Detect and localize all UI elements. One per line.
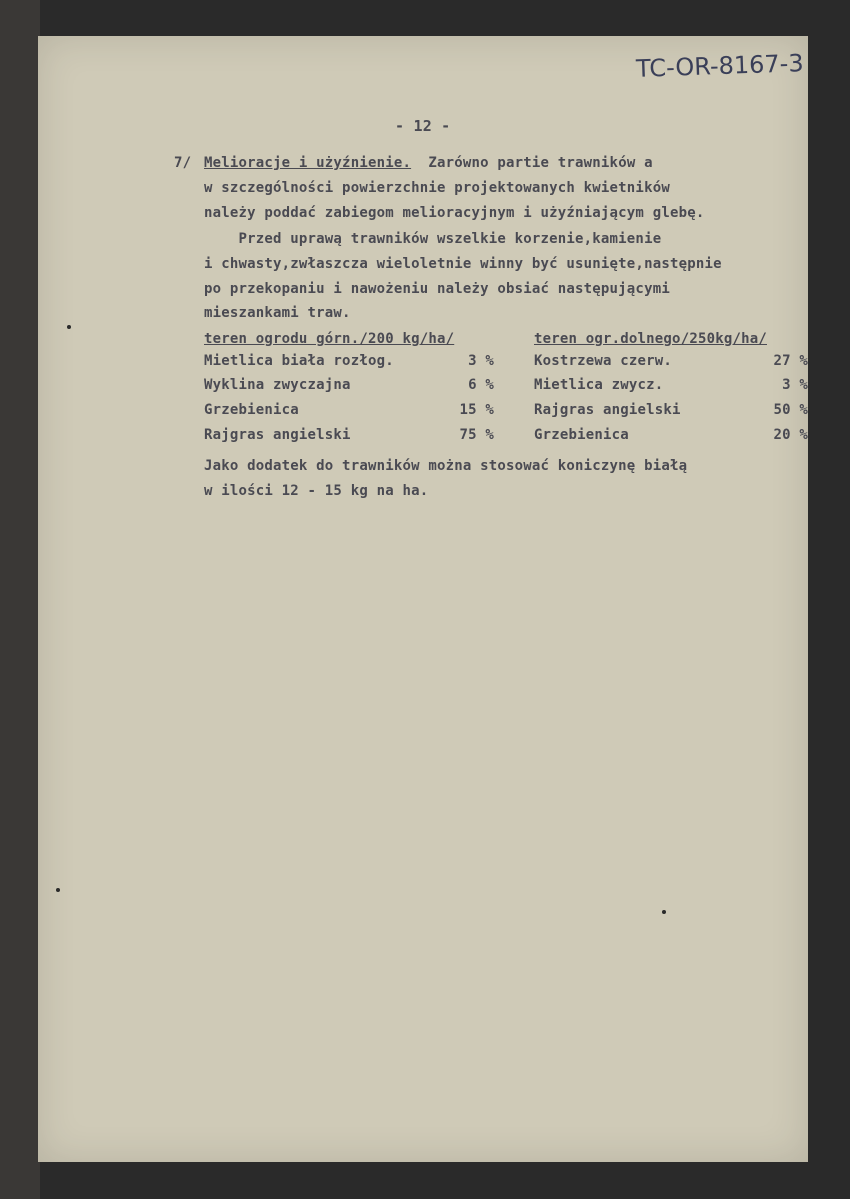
section-number: 7/ xyxy=(174,155,192,171)
body-line: i chwasty,zwłaszcza wieloletnie winny być usunięte,następnie xyxy=(204,256,722,272)
background-left-edge xyxy=(0,0,40,1199)
grass-percent: 15 % xyxy=(459,402,494,419)
grass-name: Grzebienica xyxy=(534,426,629,443)
grass-percent: 27 % xyxy=(773,352,808,369)
upper-garden-column xyxy=(204,328,494,451)
grass-name: Kostrzewa czerw. xyxy=(534,352,673,369)
binding-hole-mark xyxy=(56,888,60,892)
page-number: - 12 - xyxy=(395,117,451,135)
section-first-line xyxy=(204,155,653,171)
grass-name: Mietlica biała rozłog. xyxy=(204,352,394,369)
table-row xyxy=(534,402,808,427)
closing-line: w ilości 12 - 15 kg na ha. xyxy=(204,483,429,499)
grass-percent: 3 % xyxy=(468,352,494,369)
body-line: Przed uprawą trawników wszelkie korzenie,kamienie xyxy=(204,231,662,247)
table-row xyxy=(204,353,494,378)
grass-percent: 50 % xyxy=(773,402,808,419)
lower-garden-column xyxy=(534,328,808,451)
archive-signature-stamp: TC-OR-8167-3 xyxy=(635,49,805,83)
grass-name: Rajgras angielski xyxy=(204,426,351,443)
table-row xyxy=(534,353,808,378)
column-header-lower: teren ogr.dolnego/250kg/ha/ xyxy=(534,331,767,347)
grass-name: Wyklina zwyczajna xyxy=(204,377,351,394)
section-title: Melioracje i użyźnienie. xyxy=(204,155,412,171)
table-row xyxy=(534,377,808,402)
body-line: w szczególności powierzchnie projektowanych kwietników xyxy=(204,180,670,196)
grass-name: Mietlica zwycz. xyxy=(534,377,664,394)
grass-percent: 6 % xyxy=(468,377,494,394)
body-line: po przekopaniu i nawożeniu należy obsiać następującymi xyxy=(204,281,670,297)
body-line: mieszankami traw. xyxy=(204,305,351,321)
grass-percent: 75 % xyxy=(459,426,494,443)
body-line: Zarówno partie trawników a xyxy=(428,155,653,171)
table-row xyxy=(204,377,494,402)
grass-name: Grzebienica xyxy=(204,402,299,419)
column-header-upper: teren ogrodu górn./200 kg/ha/ xyxy=(204,331,455,347)
grass-percent: 3 % xyxy=(782,377,808,394)
grass-name: Rajgras angielski xyxy=(534,402,681,419)
binding-hole-mark xyxy=(67,325,71,329)
body-line: należy poddać zabiegom melioracyjnym i użyźniającym glebę. xyxy=(204,205,705,221)
grass-percent: 20 % xyxy=(773,426,808,443)
table-row xyxy=(534,427,808,452)
closing-line: Jako dodatek do trawników można stosować koniczynę białą xyxy=(204,458,688,474)
table-row xyxy=(204,427,494,452)
table-row xyxy=(204,402,494,427)
paper-speck xyxy=(662,910,666,914)
